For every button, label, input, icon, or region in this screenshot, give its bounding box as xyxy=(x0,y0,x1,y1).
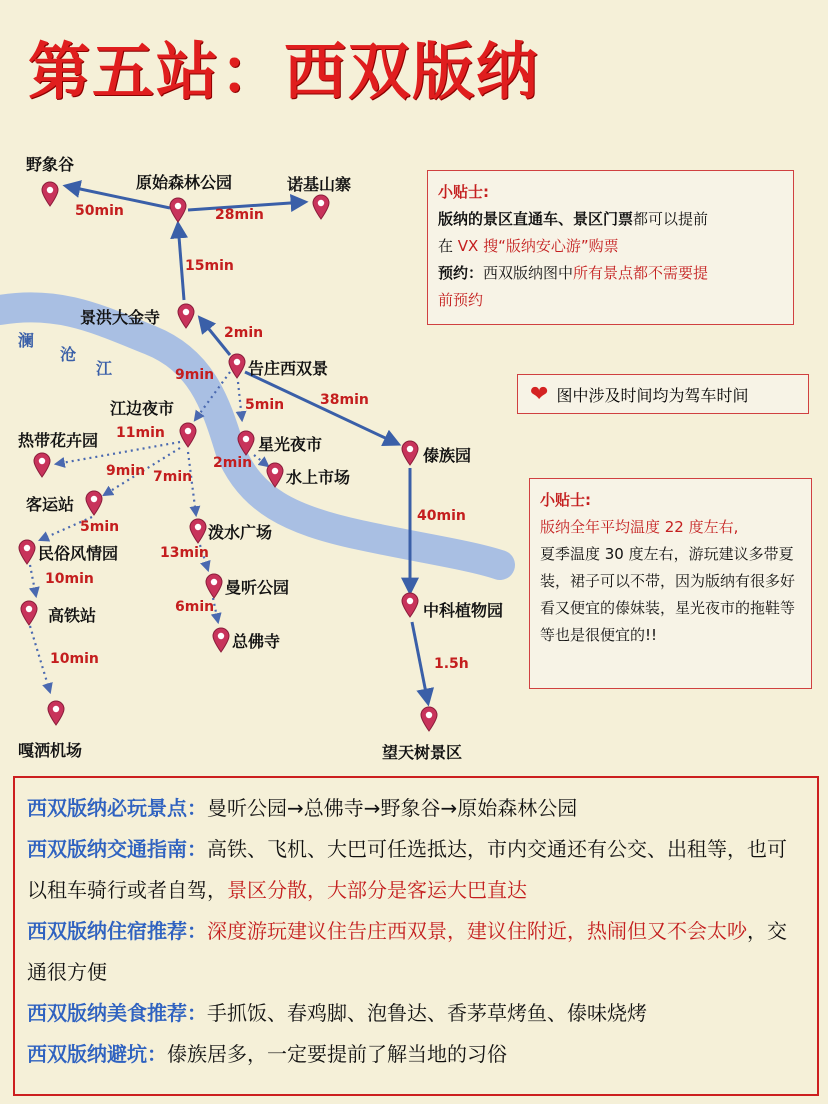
time-label: 6min xyxy=(175,599,215,615)
pin-yuanshi-icon[interactable] xyxy=(169,197,187,223)
tip-text: 版纳的景区直通车、景区门票 xyxy=(438,210,634,228)
time-label: 10min xyxy=(50,651,99,667)
pin-jiangbian-icon[interactable] xyxy=(179,422,197,448)
guide-key: 西双版纳住宿推荐： xyxy=(27,919,207,943)
tip-text: 在 xyxy=(438,237,458,255)
tip-text: 西双版纳图中 xyxy=(483,264,574,282)
time-label: 28min xyxy=(215,207,264,223)
river-label-3: 江 xyxy=(96,359,113,378)
guide-key: 西双版纳交通指南： xyxy=(27,837,207,861)
label-yexianggu: 野象谷 xyxy=(26,155,75,174)
pin-shuishang-icon[interactable] xyxy=(266,462,284,488)
pin-daizu-icon[interactable] xyxy=(401,440,419,466)
tip-heading: 小贴士: xyxy=(540,491,591,509)
route-minsu-gaotie xyxy=(30,565,36,596)
label-redai: 热带花卉园 xyxy=(18,431,99,450)
label-yuanshi: 原始森林公园 xyxy=(136,173,233,192)
tip-text: 前预约 xyxy=(438,291,484,309)
time-label: 38min xyxy=(320,392,369,408)
pin-redai-icon[interactable] xyxy=(33,452,51,478)
time-label: 9min xyxy=(106,463,146,479)
pin-nuoji-icon[interactable] xyxy=(312,194,330,220)
tip-text: 都可以提前 xyxy=(633,210,709,228)
guide-key: 西双版纳美食推荐： xyxy=(27,1001,207,1025)
pin-manting-icon[interactable] xyxy=(205,573,223,599)
label-poshui: 泼水广场 xyxy=(208,523,273,542)
time-label: 50min xyxy=(75,203,124,219)
label-shuishang: 水上市场 xyxy=(286,468,351,487)
tip-heading: 小贴士: xyxy=(438,183,489,201)
guide-value: 高铁、飞机、大巴可任选抵达，市内交通还有公交、出租等，也可以租车骑行或者自驾， xyxy=(27,837,787,902)
pin-keyun-icon[interactable] xyxy=(85,490,103,516)
time-label: 10min xyxy=(45,571,94,587)
time-label: 7min xyxy=(153,469,193,485)
guide-value: 傣族居多，一定要提前了解当地的习俗 xyxy=(167,1042,507,1066)
label-jiangbian: 江边夜市 xyxy=(110,399,175,418)
tip-text: 版纳全年平均温度 22 度左右, xyxy=(540,518,739,536)
label-keyun: 客运站 xyxy=(26,495,75,514)
tip-text: VX 搜“版纳安心游”购票 xyxy=(457,237,619,255)
pin-jichang-icon[interactable] xyxy=(47,700,65,726)
label-wangtian: 望天树景区 xyxy=(382,743,463,762)
time-label: 2min xyxy=(213,455,253,471)
pin-gaotie-icon[interactable] xyxy=(20,600,38,626)
pin-poshui-icon[interactable] xyxy=(189,518,207,544)
time-label: 11min xyxy=(116,425,165,441)
pin-xingguang-icon[interactable] xyxy=(237,430,255,456)
time-label: 15min xyxy=(185,258,234,274)
guide-key: 西双版纳避坑： xyxy=(27,1042,167,1066)
pin-wangtian-icon[interactable] xyxy=(420,706,438,732)
label-jichang: 嘎洒机场 xyxy=(18,741,83,760)
route-gaotie-jichang xyxy=(30,626,50,692)
tip-box-booking xyxy=(427,170,794,325)
route-zhongke-wangtian xyxy=(412,622,428,703)
tip-text: 预约： xyxy=(438,264,484,282)
time-label: 13min xyxy=(160,545,209,561)
label-gaotie: 高铁站 xyxy=(48,606,97,625)
label-nuoji: 诺基山寨 xyxy=(287,175,352,194)
time-label: 2min xyxy=(224,325,264,341)
label-manting: 曼听公园 xyxy=(225,578,290,597)
time-label: 5min xyxy=(80,519,120,535)
drive-time-note xyxy=(517,374,809,414)
pin-zhongke-icon[interactable] xyxy=(401,592,419,618)
pin-yexianggu-icon[interactable] xyxy=(41,181,59,207)
guide-key: 西双版纳必玩景点： xyxy=(27,796,207,820)
pin-temple-icon[interactable] xyxy=(177,303,195,329)
heart-icon: ❤ xyxy=(530,381,549,407)
pin-zongfo-icon[interactable] xyxy=(212,627,230,653)
page-title: 第五站：西双版纳 xyxy=(28,35,541,108)
route-gaozhuang-xingguang xyxy=(238,382,242,420)
label-zhongke: 中科植物园 xyxy=(423,601,504,620)
route-temple-yuanshi xyxy=(178,224,184,300)
guide-value: 曼听公园→总佛寺→野象谷→原始森林公园 xyxy=(207,796,578,820)
time-label: 5min xyxy=(245,397,285,413)
tip-text: 夏季温度 30 度左右，游玩建议多带夏装，裙子可以不带，因为版纳有很多好看又便宜的傣妹装，星光夜市的拖鞋等等也是很便宜的!! xyxy=(540,545,796,644)
guide-value: 深度游玩建议住告庄西双景，建议住附近，热闹但又不会太吵 xyxy=(207,919,747,943)
river-label-1: 澜 xyxy=(18,331,35,350)
label-minsu: 民俗风情园 xyxy=(38,544,119,563)
time-label: 1.5h xyxy=(434,656,469,672)
label-gaozhuang: 告庄西双景 xyxy=(248,359,329,378)
label-temple: 景洪大金寺 xyxy=(80,308,161,327)
label-xingguang: 星光夜市 xyxy=(258,435,323,454)
guide-value: 手抓饭、春鸡脚、泡鲁达、香茅草烤鱼、傣味烧烤 xyxy=(207,1001,647,1025)
pin-gaozhuang-icon[interactable] xyxy=(228,353,246,379)
tip-box-weather xyxy=(529,478,812,689)
guide-value: ，交通很方便 xyxy=(27,919,787,984)
guide-value: 景区分散，大部分是客运大巴直达 xyxy=(227,878,527,902)
time-label: 9min xyxy=(175,367,215,383)
note-text: 图中涉及时间均为驾车时间 xyxy=(556,385,749,405)
tip-text: 所有景点都不需要提 xyxy=(573,264,709,282)
time-label: 40min xyxy=(417,508,466,524)
guide-box xyxy=(13,776,819,1096)
label-zongfo: 总佛寺 xyxy=(232,632,281,651)
river-label-2: 沧 xyxy=(60,345,77,364)
label-daizu: 傣族园 xyxy=(423,446,472,465)
pin-minsu-icon[interactable] xyxy=(18,539,36,565)
